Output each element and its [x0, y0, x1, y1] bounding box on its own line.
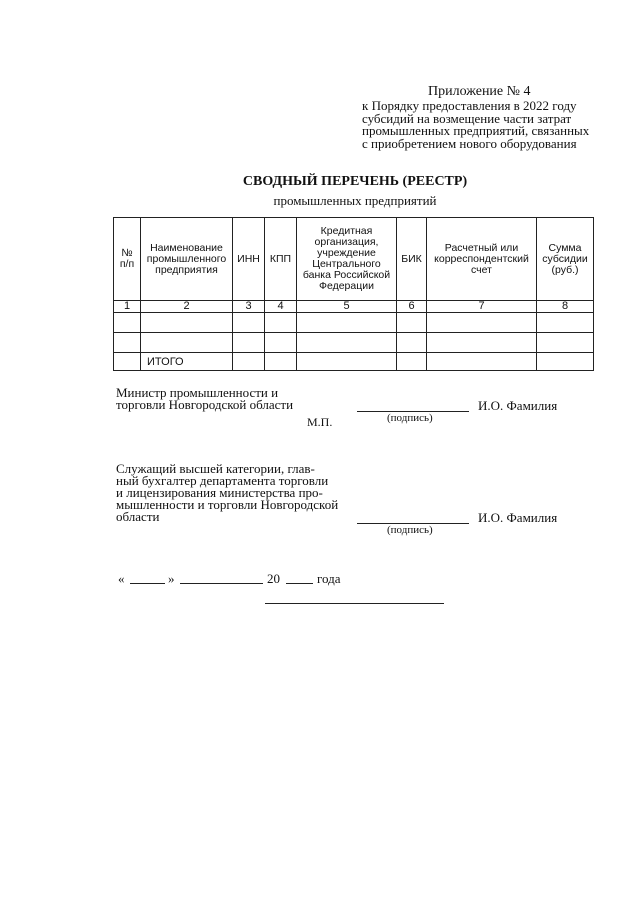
document-subtitle: промышленных предприятий [273, 193, 437, 208]
total-label: ИТОГО [141, 353, 233, 371]
signature-caption: (подпись) [387, 412, 433, 424]
table-cell[interactable] [233, 333, 265, 353]
date-open-quote: « [118, 571, 125, 586]
table-cell[interactable] [397, 353, 427, 371]
appendix-reference [362, 100, 602, 150]
table-cell[interactable] [427, 353, 537, 371]
column-number: 5 [297, 301, 397, 313]
column-number: 2 [141, 301, 233, 313]
table-cell[interactable] [114, 313, 141, 333]
appendix-title: Приложение № 4 [428, 84, 531, 99]
table-cell[interactable] [397, 313, 427, 333]
date-signature-line[interactable] [265, 603, 444, 604]
total-amount-cell[interactable] [537, 353, 594, 371]
header-cell-bik: БИК [397, 218, 427, 301]
minister-title: Министр промышленности и торговли Новгородской области [116, 385, 294, 412]
date-close-quote: » [168, 571, 175, 586]
total-row [114, 353, 594, 371]
header-cell-amount: Сумма субсидии (руб.) [537, 218, 594, 301]
accountant-title: Служащий высшей категории, глав- ный бухгалтер департамента торговли и лицензирования министерства про- мышленности и торговли Новгородской области [116, 461, 339, 524]
date-day-field[interactable] [130, 583, 165, 584]
table-cell[interactable] [537, 333, 594, 353]
minister-name: И.О. Фамилия [478, 398, 558, 413]
appendix-ref-line: с приобретением нового оборудования [362, 135, 577, 151]
table-cell[interactable] [265, 353, 297, 371]
seal-label: М.П. [307, 415, 333, 429]
header-cell-bank: Кредитная организация, учреждение Центрального банка Российской Федерации [297, 218, 397, 301]
appendix-ref-line: субсидий на возмещение части затрат [362, 110, 572, 126]
header-cell-inn: ИНН [233, 218, 265, 301]
accountant-name: И.О. Фамилия [478, 510, 558, 525]
header-cell-kpp: КПП [265, 218, 297, 301]
table-cell[interactable] [397, 333, 427, 353]
accountant-signature-caption: (подпись) [387, 524, 433, 536]
table-cell[interactable] [265, 313, 297, 333]
column-number: 1 [114, 301, 141, 313]
date-year-field[interactable] [286, 583, 313, 584]
header-cell-number: № п/п [114, 218, 141, 301]
table-cell[interactable] [141, 333, 233, 353]
date-year-word: года [317, 571, 341, 586]
table-cell[interactable] [427, 313, 537, 333]
registry-table [113, 217, 594, 371]
table-cell[interactable] [537, 313, 594, 333]
header-cell-name: Наименование промышленного предприятия [141, 218, 233, 301]
column-number: 8 [537, 301, 594, 313]
column-number: 3 [233, 301, 265, 313]
table-cell[interactable] [265, 333, 297, 353]
table-row [114, 333, 594, 353]
column-number: 7 [427, 301, 537, 313]
table-header-row [114, 218, 594, 301]
appendix-ref-line: к Порядку предоставления в 2022 году [362, 98, 577, 113]
date-century: 20 [267, 571, 280, 586]
table-cell[interactable] [297, 313, 397, 333]
table-row [114, 313, 594, 333]
header-cell-account: Расчетный или корреспондентский счет [427, 218, 537, 301]
table-cell[interactable] [233, 313, 265, 333]
table-cell[interactable] [233, 353, 265, 371]
table-cell [114, 353, 141, 371]
table-cell[interactable] [297, 353, 397, 371]
column-number: 6 [397, 301, 427, 313]
document-title: СВОДНЫЙ ПЕРЕЧЕНЬ (РЕЕСТР) [242, 174, 468, 189]
column-number: 4 [265, 301, 297, 313]
appendix-ref-line: промышленных предприятий, связанных [362, 123, 590, 138]
date-month-field[interactable] [180, 583, 263, 584]
table-cell[interactable] [297, 333, 397, 353]
table-cell[interactable] [427, 333, 537, 353]
column-number-row [114, 301, 594, 313]
table-cell[interactable] [114, 333, 141, 353]
table-cell[interactable] [141, 313, 233, 333]
